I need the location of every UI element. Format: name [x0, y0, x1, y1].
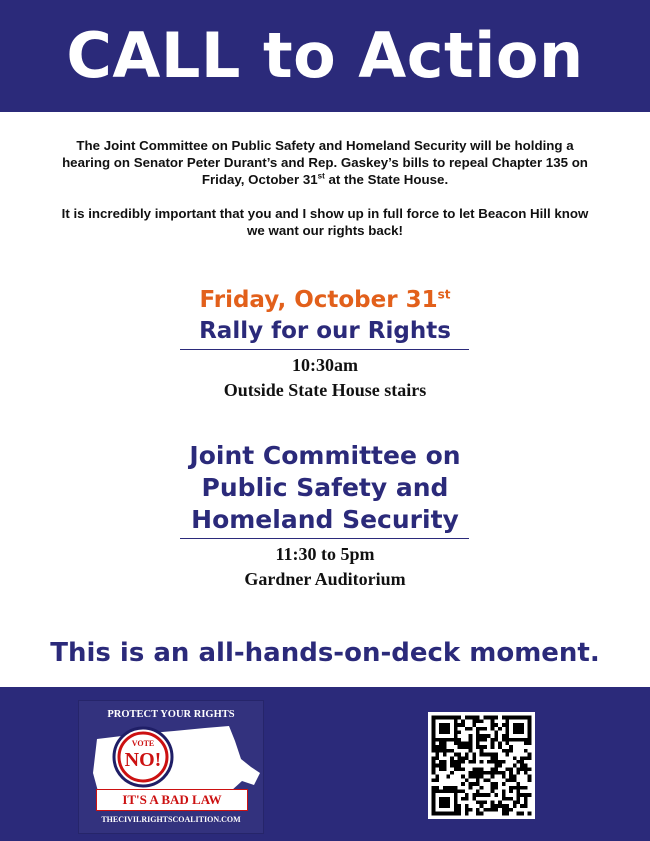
- hearing-title-line: Joint Committee on: [189, 441, 461, 470]
- hearing-title: [0, 440, 650, 536]
- intro-text: [60, 137, 590, 239]
- bad-law-banner: IT'S A BAD LAW: [96, 789, 248, 811]
- page-title: CALL to Action: [66, 19, 584, 92]
- hearing-title-line: Homeland Security: [191, 505, 459, 534]
- intro-paragraph-2: It is incredibly important that you and I show up in full force to let Beacon Hill know we want our rights back!: [61, 206, 589, 238]
- badge-website: THECIVILRIGHTSCOALITION.COM: [101, 815, 241, 824]
- intro-p1-text: The Joint Committee on Public Safety and Homeland Security will be holding a hearing on Senator Peter Durant’s and Rep. Gaskey’s bills to repeal Chapter 135 on Friday, October 31: [62, 138, 588, 187]
- qr-code-graphic: [428, 712, 535, 819]
- rally-date-text: Friday, October 31: [199, 287, 438, 313]
- protect-rights-logo: [78, 700, 264, 834]
- intro-p1-sup: st: [317, 171, 325, 181]
- badge-top-text: PROTECT YOUR RIGHTS: [107, 709, 235, 720]
- badge-no-text: NO!: [124, 749, 162, 771]
- rally-time: 10:30am: [292, 355, 358, 375]
- intro-paragraph-1: [60, 137, 590, 188]
- hearing-time: 11:30 to 5pm: [275, 544, 375, 564]
- rally-divider: [180, 349, 469, 350]
- hearing-location: Gardner Auditorium: [244, 569, 406, 589]
- intro-p1-end: at the State House.: [324, 172, 449, 187]
- rally-date-sup: st: [437, 287, 451, 302]
- hearing-title-line: Public Safety and: [201, 473, 449, 502]
- badge-vote-text: VOTE: [131, 739, 155, 748]
- header-banner: [0, 0, 650, 112]
- massachusetts-map-icon: [79, 701, 263, 833]
- hearing-divider: [180, 538, 469, 539]
- rally-date: [0, 286, 650, 314]
- moment-callout: This is an all-hands-on-deck moment.: [50, 638, 600, 668]
- rally-title: Rally for our Rights: [199, 318, 451, 344]
- rally-location: Outside State House stairs: [223, 380, 427, 400]
- qr-code-icon[interactable]: [428, 712, 535, 819]
